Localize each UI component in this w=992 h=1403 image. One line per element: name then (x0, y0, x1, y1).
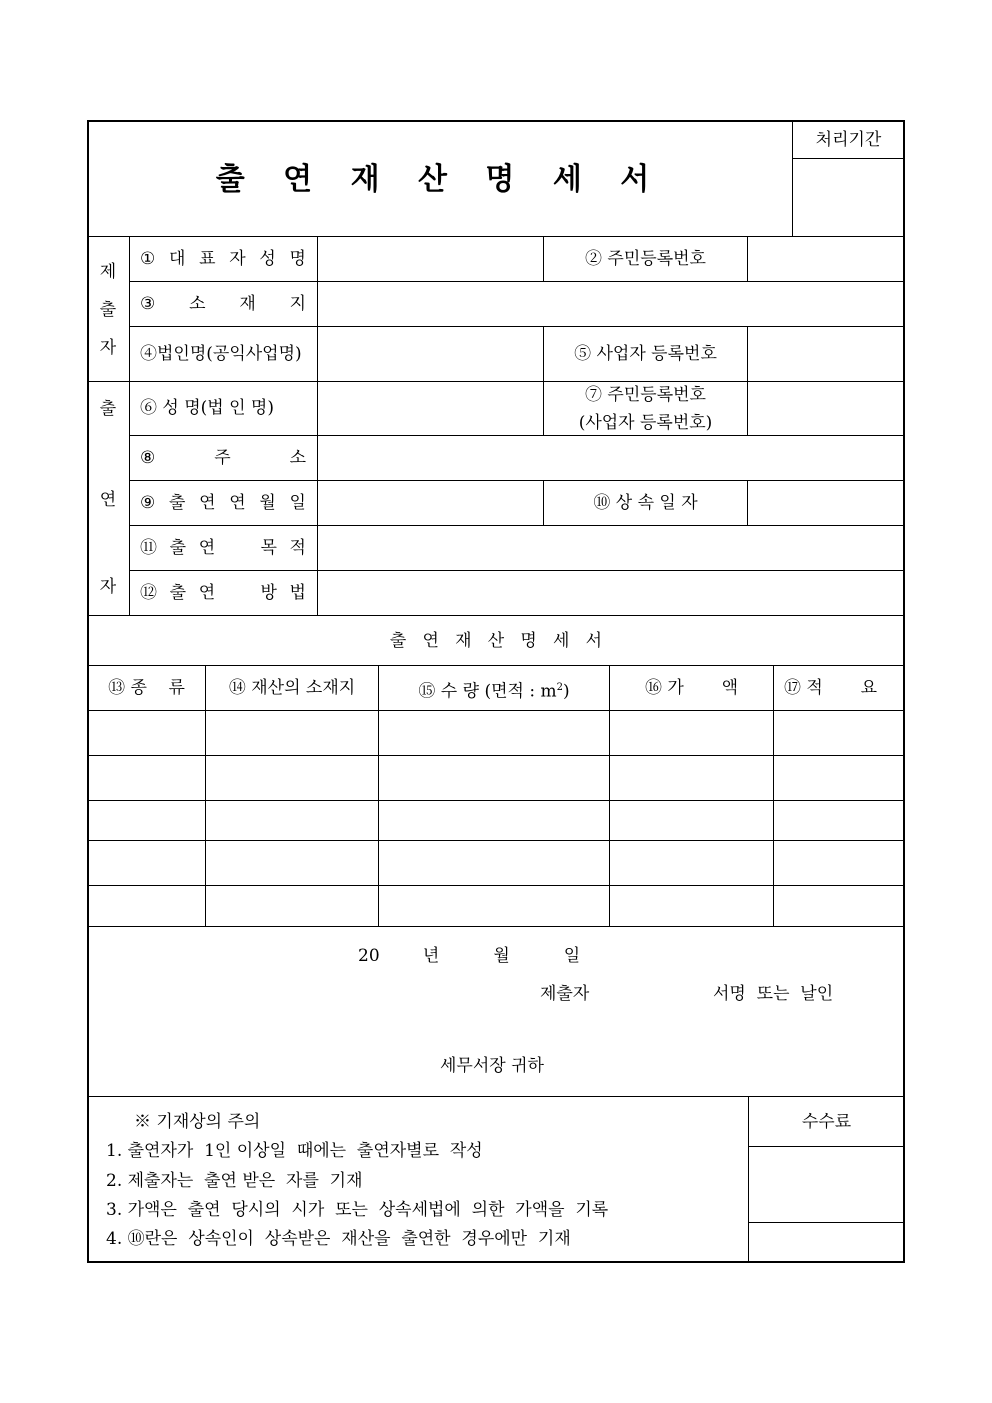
fee-field[interactable] (750, 1148, 903, 1221)
contributor-name-field[interactable] (319, 383, 542, 434)
divider (87, 381, 905, 382)
contributor-side-label-1: 출 (99, 399, 117, 419)
contribution-date-label: ⑨ 출 연 연 월 일 (140, 493, 306, 513)
divider (792, 158, 905, 159)
inherit-date-field[interactable] (749, 482, 903, 524)
contributor-side-label-2: 연 (99, 490, 117, 510)
note-item-3: 3. 가액은 출연 당시의 시가 또는 상속세법에 의한 가액을 기록 (106, 1200, 609, 1220)
table-row[interactable] (88, 756, 904, 799)
signer-label: 제출자 (540, 984, 590, 1004)
notes-title: ※ 기재상의 주의 (134, 1112, 261, 1132)
col-location-header: ⑭ 재산의 소재지 (228, 678, 356, 698)
processing-period-field[interactable] (794, 160, 904, 236)
purpose-field[interactable] (319, 527, 903, 569)
divider (87, 665, 905, 666)
contributor-name-label: ⑥ 성 명(법 인 명) (140, 398, 274, 418)
table-row[interactable] (88, 841, 904, 884)
contribution-date-field[interactable] (319, 482, 542, 524)
method-label: ⑫ 출 연 방 법 (140, 583, 306, 603)
note-item-2: 2. 제출자는 출연 받은 자를 기재 (106, 1171, 363, 1191)
submitter-side-label-1: 제 (99, 262, 117, 282)
corp-name-label: ④법인명(공익사업명) (140, 344, 302, 364)
divider (129, 480, 905, 481)
business-no-field[interactable] (749, 328, 903, 380)
date-line: 20 년 월 일 (358, 946, 581, 966)
purpose-label: ⑪ 출 연 목 적 (140, 538, 306, 558)
address-label: ⑧ 주 소 (140, 448, 306, 468)
resident-no-field[interactable] (749, 238, 903, 280)
divider (129, 570, 905, 571)
divider (129, 435, 905, 436)
form-title: 출 연 재 산 명 세 서 (215, 162, 664, 197)
divider (317, 236, 318, 615)
col-remarks-header: ⑰ 적 요 (784, 678, 878, 698)
divider (87, 926, 905, 927)
divider (129, 281, 905, 282)
divider (748, 1146, 905, 1147)
rep-name-field[interactable] (319, 238, 542, 280)
resident-no-label: ② 주민등록번호 (585, 249, 706, 269)
divider (747, 326, 748, 435)
address-field[interactable] (319, 437, 903, 479)
corp-name-field[interactable] (319, 328, 542, 380)
business-no-label: ⑤ 사업자 등록번호 (574, 344, 717, 364)
contributor-side-label-3: 자 (99, 577, 117, 597)
inherit-date-label: ⑩ 상 속 일 자 (593, 493, 698, 513)
divider (87, 615, 905, 616)
rep-name-label: ① 대 표 자 성 명 (140, 249, 306, 269)
note-item-4: 4. ⑩란은 상속인이 상속받은 재산을 출연한 경우에만 기재 (106, 1229, 571, 1249)
addressee: 세무서장 귀하 (440, 1056, 544, 1076)
contributor-resident-no-label-2: (사업자 등록번호) (578, 413, 713, 433)
method-field[interactable] (319, 572, 903, 614)
contributor-resident-no-label-1: ⑦ 주민등록번호 (585, 385, 706, 405)
location-label: ③ 소 재 지 (140, 294, 306, 314)
divider (129, 326, 905, 327)
contributor-resident-no-field[interactable] (749, 383, 903, 434)
location-field[interactable] (319, 283, 903, 325)
submitter-side-label-2: 출 (99, 300, 117, 320)
table-row[interactable] (88, 711, 904, 754)
processing-period-label: 처리기간 (815, 130, 882, 150)
note-item-1: 1. 출연자가 1인 이상일 때에는 출연자별로 작성 (106, 1141, 483, 1161)
col-amount-header: ⑯ 가 액 (644, 678, 739, 698)
col-quantity-header: ⑮ 수 량 (면적 : $m^2$) (418, 681, 570, 702)
col-kind-header: ⑬ 종 류 (108, 678, 185, 698)
divider (747, 480, 748, 525)
divider (87, 1096, 905, 1097)
fee-label: 수수료 (801, 1112, 852, 1132)
table-row[interactable] (88, 886, 904, 925)
divider (129, 525, 905, 526)
section-title: 출 연 재 산 명 세 서 (389, 631, 603, 651)
divider (747, 236, 748, 281)
divider (748, 1222, 905, 1223)
table-row[interactable] (88, 801, 904, 839)
divider (129, 236, 130, 615)
submitter-side-label-3: 자 (99, 338, 117, 358)
sign-note: 서명 또는 날인 (713, 984, 834, 1004)
divider (87, 236, 905, 237)
